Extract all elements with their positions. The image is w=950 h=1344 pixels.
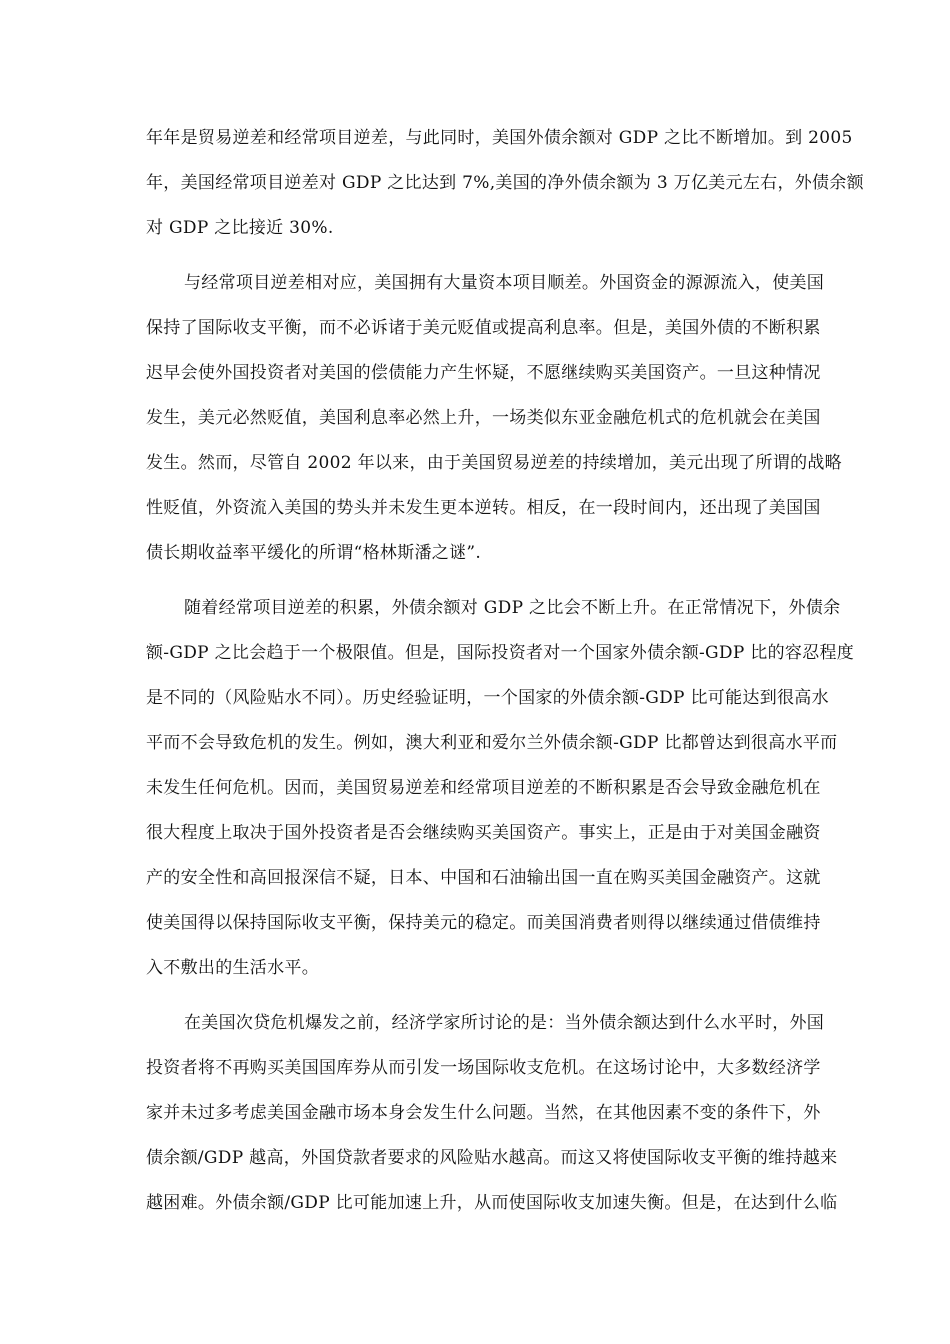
paragraph-3-line-4: 平而不会导致危机的发生。例如，澳大利亚和爱尔兰外债余额-GDP 比都曾达到很高水平而 — [146, 733, 838, 753]
paragraph-3-line-5: 未发生任何危机。因而，美国贸易逆差和经常项目逆差的不断积累是否会导致金融危机在 — [146, 778, 821, 798]
paragraph-3-line-7: 产的安全性和高回报深信不疑，日本、中国和石油输出国一直在购买美国金融资产。这就 — [146, 868, 821, 888]
paragraph-4-line-1: 在美国次贷危机爆发之前，经济学家所讨论的是：当外债余额达到什么水平时，外国 — [184, 1013, 825, 1033]
paragraph-2-line-2: 保持了国际收支平衡，而不必诉诸于美元贬值或提高利息率。但是，美国外债的不断积累 — [146, 318, 821, 338]
paragraph-3-line-6: 很大程度上取决于国外投资者是否会继续购买美国资产。事实上，正是由于对美国金融资 — [146, 823, 821, 843]
paragraph-4-line-3: 家并未过多考虑美国金融市场本身会发生什么问题。当然，在其他因素不变的条件下，外 — [146, 1103, 821, 1123]
paragraph-1-line-2: 年，美国经常项目逆差对 GDP 之比达到 7%,美国的净外债余额为 3 万亿美元左右，外债余额 — [146, 173, 864, 193]
paragraph-2-line-1: 与经常项目逆差相对应，美国拥有大量资本项目顺差。外国资金的源源流入，使美国 — [184, 273, 825, 293]
paragraph-1-line-3: 对 GDP 之比接近 30%. — [146, 218, 334, 238]
paragraph-3-line-2: 额-GDP 之比会趋于一个极限值。但是，国际投资者对一个国家外债余额-GDP 比的容忍程度 — [146, 643, 855, 663]
paragraph-3-line-3: 是不同的（风险贴水不同）。历史经验证明，一个国家的外债余额-GDP 比可能达到很高水 — [146, 688, 829, 708]
paragraph-2-line-5: 发生。然而，尽管自 2002 年以来，由于美国贸易逆差的持续增加，美元出现了所谓的战略 — [146, 453, 842, 473]
paragraph-2-line-7: 债长期收益率平缓化的所谓“格林斯潘之谜”. — [146, 543, 482, 563]
paragraph-4-line-2: 投资者将不再购买美国国库券从而引发一场国际收支危机。在这场讨论中，大多数经济学 — [146, 1058, 821, 1078]
paragraph-3-line-1: 随着经常项目逆差的积累，外债余额对 GDP 之比会不断上升。在正常情况下，外债余 — [184, 598, 841, 618]
paragraph-1-line-1: 年年是贸易逆差和经常项目逆差，与此同时，美国外债余额对 GDP 之比不断增加。到 2005 — [146, 128, 853, 148]
paragraph-3-line-8: 使美国得以保持国际收支平衡，保持美元的稳定。而美国消费者则得以继续通过借债维持 — [146, 913, 821, 933]
paragraph-2-line-4: 发生，美元必然贬值，美国利息率必然上升，一场类似东亚金融危机式的危机就会在美国 — [146, 408, 821, 428]
paragraph-4-line-4: 债余额/GDP 越高，外国贷款者要求的风险贴水越高。而这又将使国际收支平衡的维持越来 — [146, 1148, 838, 1168]
paragraph-3-line-9: 入不敷出的生活水平。 — [146, 958, 319, 978]
paragraph-4-line-5: 越困难。外债余额/GDP 比可能加速上升，从而使国际收支加速失衡。但是，在达到什么临 — [146, 1193, 838, 1213]
paragraph-2-line-3: 迟早会使外国投资者对美国的偿债能力产生怀疑，不愿继续购买美国资产。一旦这种情况 — [146, 363, 821, 383]
paragraph-2-line-6: 性贬值，外资流入美国的势头并未发生更本逆转。相反，在一段时间内，还出现了美国国 — [146, 498, 821, 518]
